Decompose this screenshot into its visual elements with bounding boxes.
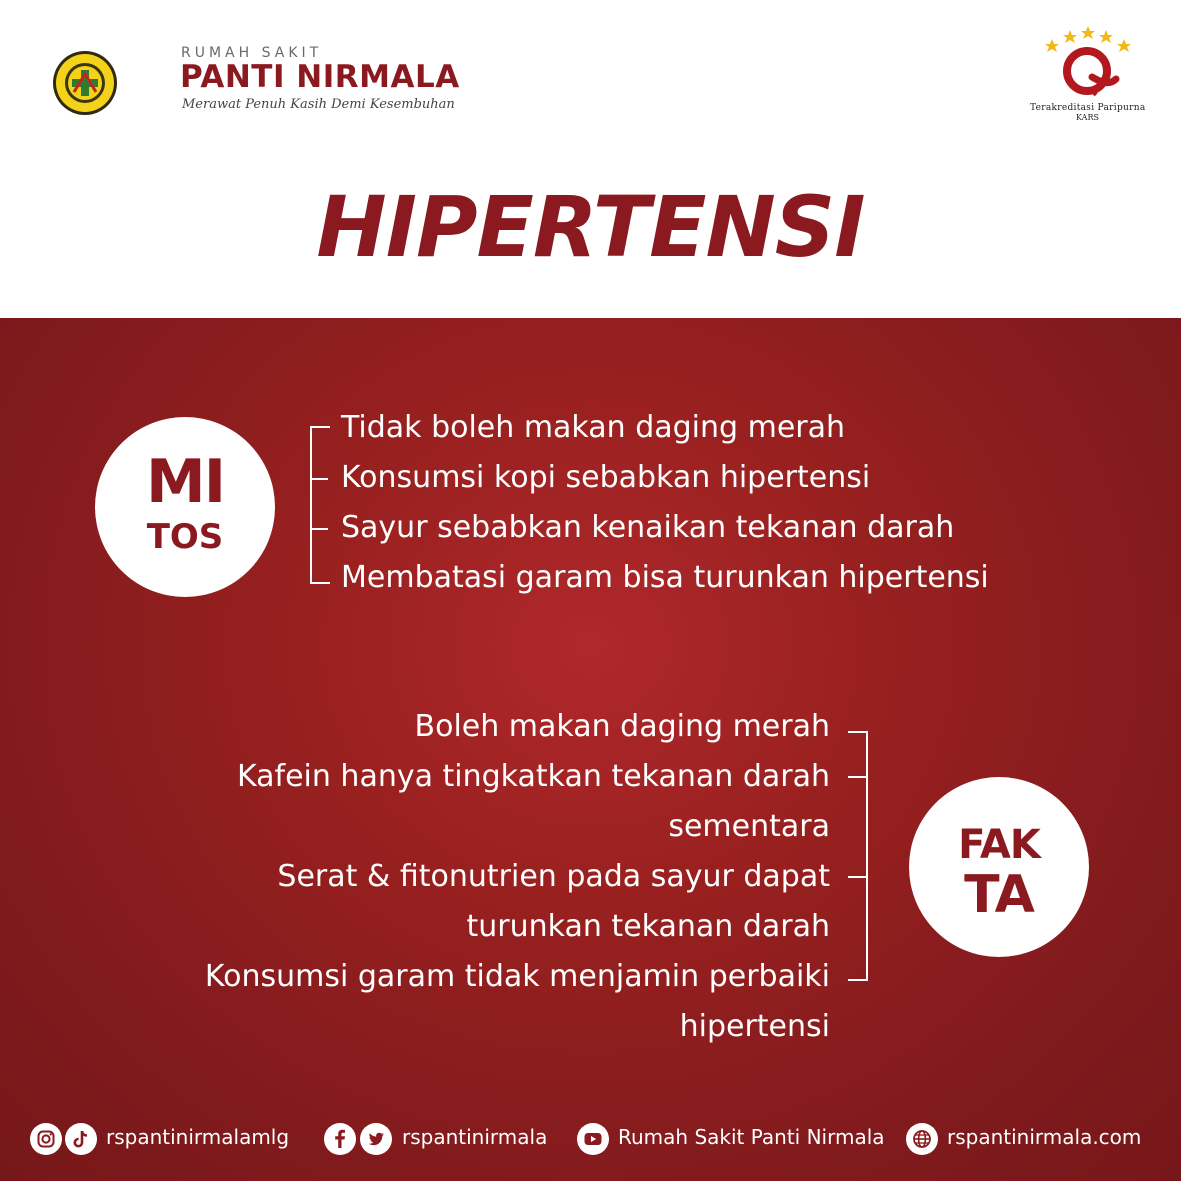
mitos-item: Konsumsi kopi sebabkan hipertensi xyxy=(341,460,871,495)
accreditation-line2: KARS xyxy=(1076,113,1099,122)
header xyxy=(0,0,1181,318)
fakta-line: Konsumsi garam tidak menjamin perbaiki xyxy=(204,959,830,994)
brand-tagline: Merawat Penuh Kasih Demi Kesembuhan xyxy=(182,97,455,112)
mitos-bracket-tick xyxy=(310,478,328,480)
youtube-icon[interactable] xyxy=(577,1123,609,1155)
fakta-badge xyxy=(909,777,1089,957)
accreditation-logo xyxy=(1030,25,1145,125)
fakta-line: Kafein hanya tingkatkan tekanan darah xyxy=(237,759,830,794)
fakta-bracket-tick xyxy=(848,876,866,878)
fakta-line: Boleh makan daging merah xyxy=(414,709,830,744)
footer xyxy=(0,1118,1181,1162)
fakta-bracket-tick xyxy=(848,776,866,778)
instagram-icon[interactable] xyxy=(30,1123,62,1155)
mitos-badge-top: MI xyxy=(145,447,225,517)
tiktok-icon[interactable] xyxy=(65,1123,97,1155)
hospital-logo xyxy=(52,45,460,125)
fakta-line: sementara xyxy=(668,809,830,844)
twitter-icon[interactable] xyxy=(360,1123,392,1155)
kars-emblem-icon xyxy=(1030,25,1145,105)
social-handle-facebook-twitter[interactable]: rspantinirmala xyxy=(402,1125,548,1149)
fakta-badge-top: FAK xyxy=(958,822,1040,868)
mitos-item: Sayur sebabkan kenaikan tekanan darah xyxy=(341,510,955,545)
fakta-badge-bottom: TA xyxy=(964,865,1034,925)
mitos-badge xyxy=(95,417,275,597)
globe-icon[interactable] xyxy=(906,1123,938,1155)
mitos-bracket xyxy=(310,426,330,584)
fakta-line: hipertensi xyxy=(679,1009,830,1044)
social-handle-instagram-tiktok[interactable]: rspantinirmalamlg xyxy=(106,1125,290,1149)
hospital-seal-icon xyxy=(52,50,118,116)
facebook-icon[interactable] xyxy=(324,1123,356,1155)
brand-name: PANTI NIRMALA xyxy=(180,59,460,95)
mitos-badge-bottom: TOS xyxy=(146,517,224,557)
fakta-line: turunkan tekanan darah xyxy=(466,909,830,944)
website-link[interactable]: rspantinirmala.com xyxy=(947,1125,1142,1149)
mitos-item: Tidak boleh makan daging merah xyxy=(341,410,846,445)
fakta-bracket xyxy=(848,731,868,981)
fakta-line: Serat & fitonutrien pada sayur dapat xyxy=(277,859,830,894)
mitos-item: Membatasi garam bisa turunkan hipertensi xyxy=(341,560,989,595)
brand-subtitle: RUMAH SAKIT xyxy=(181,45,323,61)
accreditation-line1: Terakreditasi Paripurna xyxy=(1030,103,1146,113)
youtube-channel-name[interactable]: Rumah Sakit Panti Nirmala xyxy=(618,1125,885,1149)
page-title: HIPERTENSI xyxy=(316,178,865,276)
mitos-bracket-tick xyxy=(310,528,328,530)
